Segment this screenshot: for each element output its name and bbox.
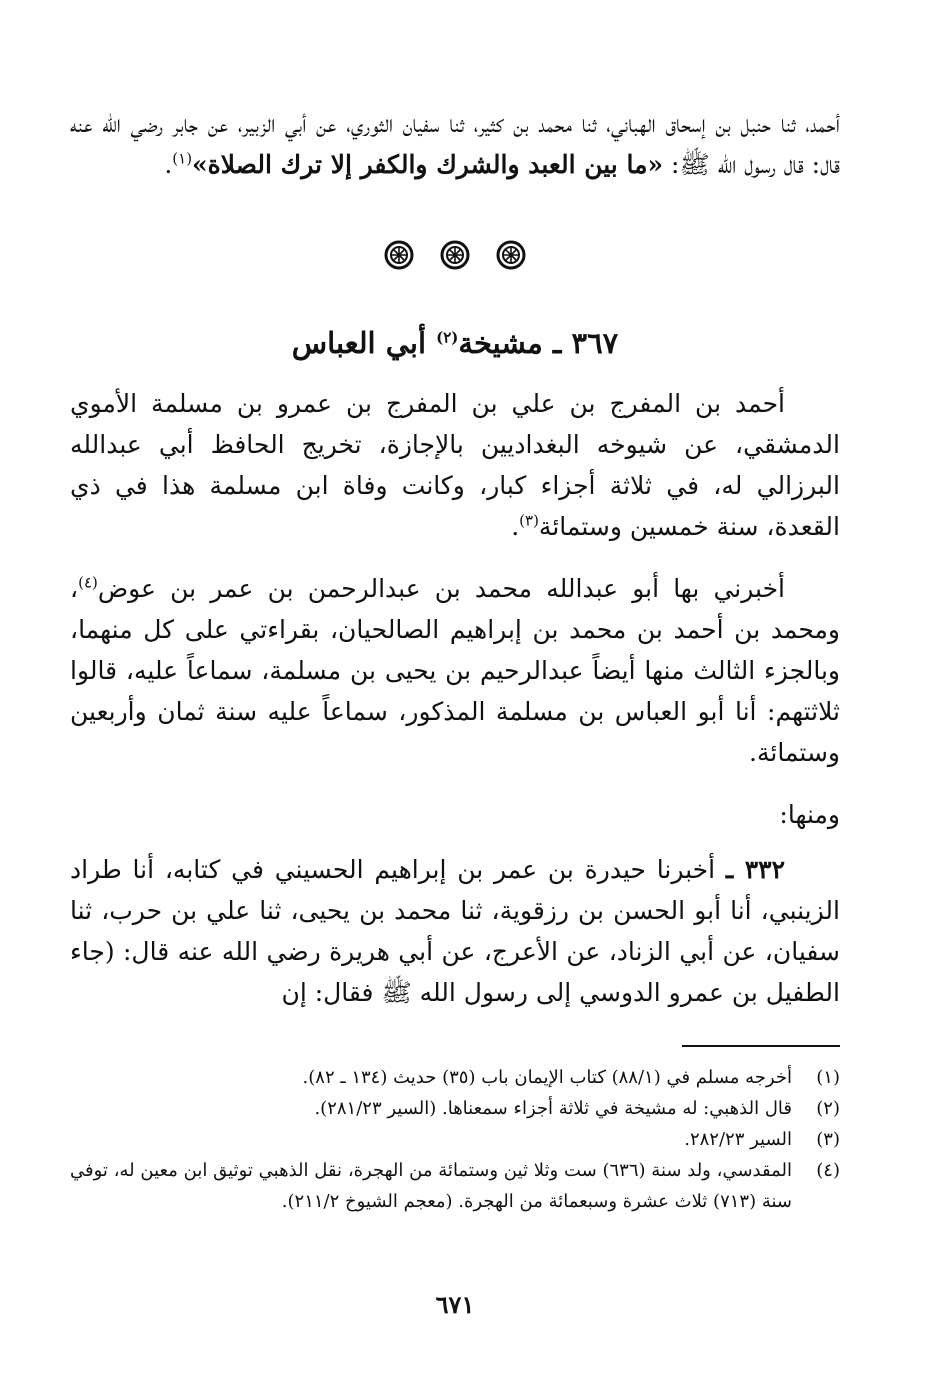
footnote-number: (١) xyxy=(816,1067,840,1088)
footnote-number: (٣) xyxy=(816,1129,840,1150)
hadith-number: ٣٣٢ ـ xyxy=(725,855,786,884)
ornament-rosette-icon xyxy=(496,240,526,270)
footnote-text: السير ٢٨٢/٢٣. xyxy=(684,1129,792,1150)
heading-number: ٣٦٧ ـ مشيخة xyxy=(458,326,619,360)
bio-text: أحمد بن المفرج بن علي بن المفرج بن عمرو بن مسلمة الأموي الدمشقي، عن شيوخه البغداديين بالإجازة، تخريج الحافظ أبي عبدالله البرزالي له، في ثلاثة أجزاء كبار، وكانت وفاة ابن مسلمة هذا في ذي القعدة، سنة خمسين وستمائة xyxy=(70,389,840,541)
intro-text: أحمد، ثنا حنبل بن إسحاق الهباني، ثنا محمد بن كثير، ثنا سفيان الثوري، عن أبي الزبير، عن جابر رضي الله عنه قال: قال رسول الله ﷺ: xyxy=(70,109,840,179)
hadith-paragraph xyxy=(70,849,840,1013)
footnote-ref-1: (١) xyxy=(172,149,193,168)
footnote-separator xyxy=(682,1045,840,1047)
chain-text-b: ، ومحمد بن أحمد بن محمد بن إبراهيم الصالحيان، بقراءتي على كل منهما، وبالجزء الثالث منها أيضاً عبدالرحيم بن يحيى بن مسلمة، سماعاً عليه، قالوا ثلاثتهم: أنا أبو العباس بن مسلمة المذكور، سماعاً عليه سنة ثمان وأربعين وستمائة. xyxy=(70,574,840,767)
footnote-number: (٢) xyxy=(816,1098,840,1119)
hadith-text: أخبرنا حيدرة بن عمر بن إبراهيم الحسيني في كتابه، أنا طراد الزينبي، أنا أبو الحسن بن رزقوية، ثنا محمد بن يحيى، ثنا علي بن حرب، ثنا سفيان، عن أبي الزناد، عن الأعرج، عن أبي هريرة رضي الله عنه قال: (جاء الطفيل بن عمرو الدوسي إلى رسول الله ﷺ فقال: إن xyxy=(70,855,840,1007)
hadith-quote: «ما بين العبد والشرك والكفر إلا ترك الصلاة» xyxy=(192,150,664,179)
minha-line: ومنها: xyxy=(779,800,840,829)
ornament-rosette-icon xyxy=(384,240,414,270)
footnote-text: أخرجه مسلم في (٨٨/١) كتاب الإيمان باب (٣٥) حديث (١٣٤ ـ ٨٢). xyxy=(302,1067,792,1088)
chain-paragraph xyxy=(70,568,840,773)
footnote-ref-4: (٤) xyxy=(78,573,98,592)
footnote-ref-3: (٣) xyxy=(519,511,539,530)
footnotes xyxy=(70,1062,840,1217)
bio-paragraph xyxy=(70,383,840,547)
footnote-ref-2: (٢) xyxy=(436,328,459,347)
footnote-item xyxy=(70,1155,840,1217)
footnote-text: قال الذهبي: له مشيخة في ثلاثة أجزاء سمعناها. (السير ٢٨١/٢٣). xyxy=(314,1098,792,1119)
heading-title: أبي العباس xyxy=(291,326,437,360)
chain-text-a: أخبرني بها أبو عبدالله محمد بن عبدالرحمن بن عمر بن عوض xyxy=(97,574,785,603)
footnote-item xyxy=(70,1093,840,1124)
book-page xyxy=(70,0,840,1390)
footnote-text: المقدسي، ولد سنة (٦٣٦) ست وثلا ثين وستمائة من الهجرة، نقل الذهبي توثيق ابن معين له، توفي سنة (٧١٣) ثلاث عشرة وسبعمائة من الهجرة. (معجم الشيوخ ٢١١/٢). xyxy=(70,1160,792,1212)
intro-tail: . xyxy=(164,150,173,179)
page-number: ٦٧١ xyxy=(435,1290,475,1319)
footnote-item xyxy=(70,1124,840,1155)
ornament-rosette-icon xyxy=(440,240,470,270)
ornament-divider xyxy=(70,240,840,270)
footnote-number: (٤) xyxy=(816,1160,840,1181)
intro-paragraph xyxy=(70,103,840,185)
bio-tail: . xyxy=(511,512,520,541)
footnote-item xyxy=(70,1062,840,1093)
section-heading xyxy=(70,326,840,360)
